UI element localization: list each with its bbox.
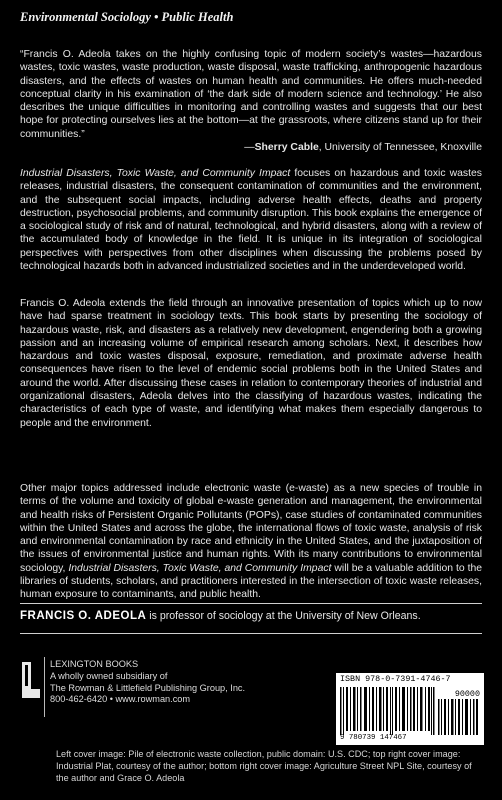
paragraph-3-text-a: Other major topics addressed include electronic waste (e-waste) as a new species of trouble in terms of the volume and toxicity of global e-waste generation and management, the environmental and health risks of Persistent Organic Pollutants (POPs), case studies of contaminated communities within the United States and across the globe, the international flows of toxic waste, analysis of risk and environmental contamination by race and ethnicity in the United States, and the juxtaposition of the issues of environmental justice and human rights. With its many contributions to environmental sociology, bbox=[20, 483, 482, 574]
isbn-number: ISBN 978-0-7391-4746-7 bbox=[340, 674, 451, 684]
price-code: 90000 bbox=[454, 689, 480, 699]
quote-affiliation: , University of Tennessee, Knoxville bbox=[318, 142, 482, 154]
cover-image-credits: Left cover image: Pile of electronic waste collection, public domain: U.S. CDC; top right cover image: Industrial Plat, courtesy of the author; bottom right cover image: Agriculture Street NPL Site, courtesy of the author and Grace O. Adeola bbox=[56, 749, 472, 783]
description-paragraph-3 bbox=[20, 482, 482, 602]
author-name: FRANCIS O. ADEOLA bbox=[20, 610, 147, 622]
book-title-italic-2: Industrial Disasters, Toxic Waste, and Community Impact bbox=[68, 562, 332, 574]
quote-attribution bbox=[20, 141, 482, 154]
isbn-barcode bbox=[336, 673, 484, 745]
author-bio-text: is professor of sociology at the University of New Orleans. bbox=[146, 610, 421, 622]
divider-top bbox=[20, 603, 482, 604]
author-bio bbox=[20, 610, 421, 622]
publisher-info bbox=[50, 659, 245, 706]
publisher-divider bbox=[44, 657, 45, 717]
publisher-line-3: The Rowman & Littlefield Publishing Group, Inc. bbox=[50, 682, 246, 693]
quote-text: “Francis O. Adeola takes on the highly confusing topic of modern society’s wastes—hazardous wastes, toxic wastes, waste production, waste disposal, waste trafficking, anthropogenic hazardous disasters, and the effects of wastes on human health and communities. He offers much-needed conceptual clarity in his examination of ‘the dark side of modern science and technology.’ He also describes the unique difficulties in monitoring and controlling wastes and suggests that our best hope for protecting ourselves lies at the bottom—at the grassroots, where citizens stand up for their communities.” bbox=[20, 49, 482, 140]
paragraph-3-text-b: will be a valuable addition to the libraries of students, scholars, and practitioners interested in the intersection of toxic waste releases, human exposure to contaminants, and public health. bbox=[20, 562, 483, 601]
paragraph-1-text: focuses on hazardous and toxic wastes releases, industrial disasters, the consequent contamination of communities and the environment, and the subsequent social impacts, including adverse health effects, deaths and property destruction, psychosocial problems, and community disruption. This book explains the emergence of a sociological study of risk and of natural, technological, and hybrid disasters, along with a review of the accumulated body of knowledge in the field. It is unique in its integration of sociological perspectives with perspectives from other disciplines when discussing the problems posed by technological hazards both in advanced industrialized societies and in the underdeveloped world. bbox=[20, 168, 482, 273]
lexington-logo-icon bbox=[22, 662, 42, 698]
publisher-contact: 800-462-6420 • www.rowman.com bbox=[50, 694, 191, 705]
book-title-italic: Industrial Disasters, Toxic Waste, and Community Impact bbox=[20, 168, 291, 179]
description-paragraph-1 bbox=[20, 167, 482, 273]
attribution-dash: — bbox=[244, 142, 255, 154]
publisher-name: LEXINGTON BOOKS bbox=[50, 659, 139, 669]
endorsement-quote bbox=[20, 48, 482, 154]
category-label: Environmental Sociology • Public Health bbox=[20, 10, 234, 24]
quote-author: Sherry Cable bbox=[254, 142, 319, 154]
description-paragraph-2: Francis O. Adeola extends the field through an innovative presentation of topics which up to now have had sparse treatment in sociology texts. This book starts by presenting the sociology of hazardous waste, risk, and disasters as a relatively new development, engendering both a growing passion and an increasing volume of empirical research among scholars. Next, it describes how hazardous and toxic wastes disposal, exposure, remediation, and proximate adverse health consequences have risen to the level of endemic social problems both in the United States and around the world. After discussing these cases in relation to contemporary theories of industrial and organizational disasters, Adeola delves into the classifying of hazardous wastes, indicating the characteristics of each type of waste, and identifying what makes them especially dangerous to people and the environment. bbox=[20, 298, 482, 429]
publisher-line-2: A wholly owned subsidiary of bbox=[50, 670, 168, 681]
ean-number: 9 780739 147467 bbox=[340, 734, 407, 742]
divider-bottom bbox=[20, 633, 482, 634]
